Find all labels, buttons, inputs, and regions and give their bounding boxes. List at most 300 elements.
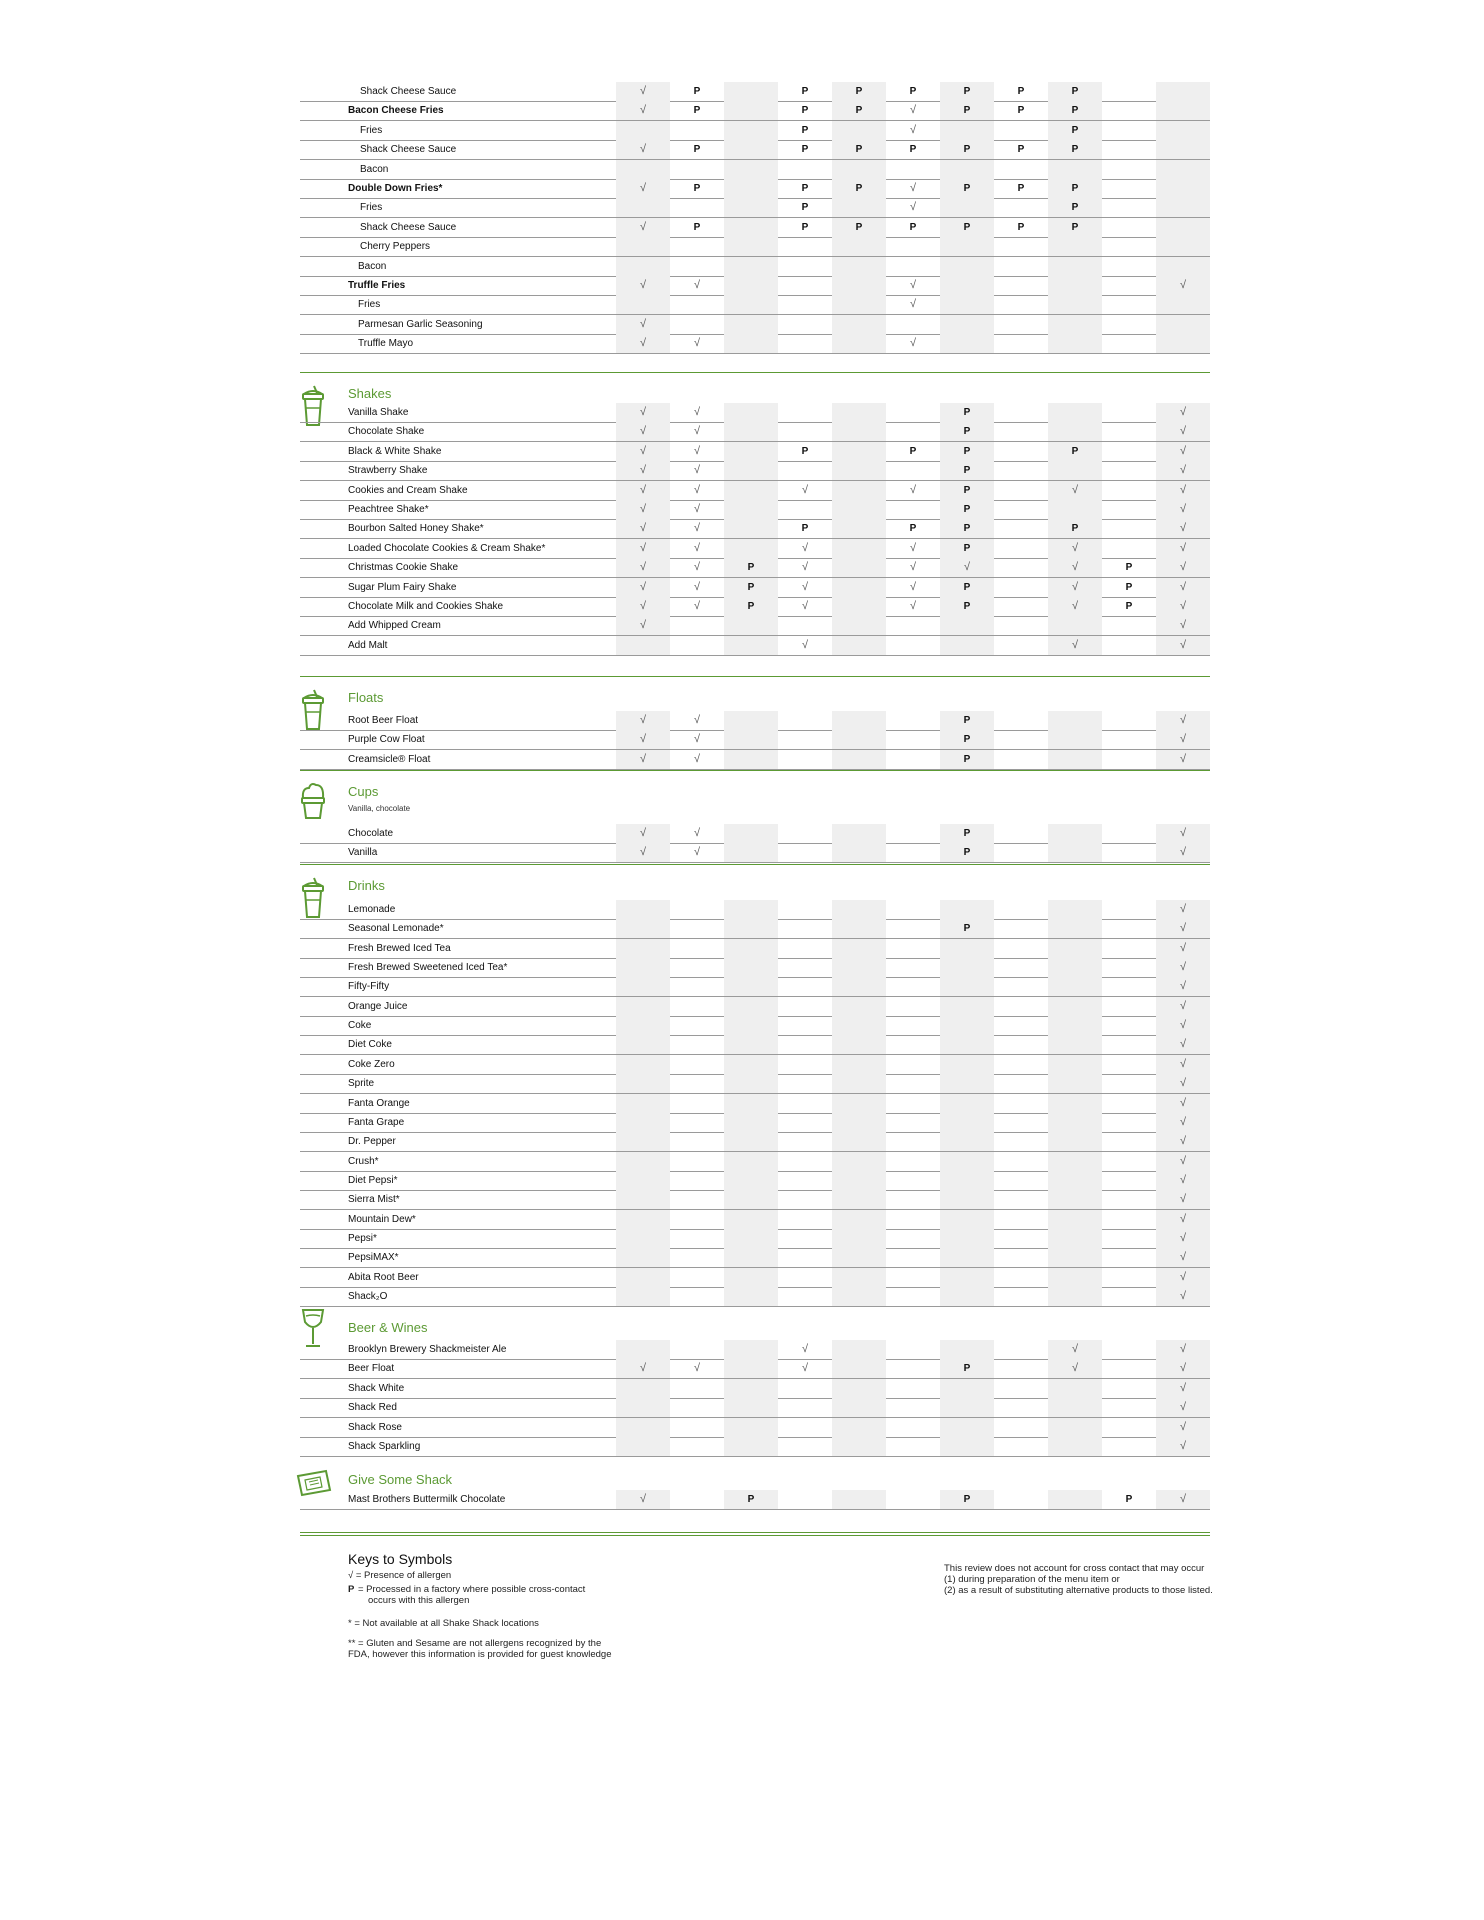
allergen-cell: √ — [1156, 1152, 1210, 1171]
allergen-cell: √ — [1156, 500, 1210, 519]
allergen-cell — [616, 1210, 670, 1229]
item-name: Strawberry Shake — [348, 465, 428, 477]
allergen-cell — [616, 1248, 670, 1267]
allergen-cell — [778, 237, 832, 256]
allergen-cell — [1048, 1094, 1102, 1113]
allergen-cell: P — [940, 101, 994, 120]
allergen-cell — [1156, 121, 1210, 140]
allergen-cell — [1048, 1379, 1102, 1398]
allergen-cell — [832, 997, 886, 1016]
allergen-cell — [1102, 1190, 1156, 1209]
table-row — [300, 843, 1210, 863]
allergen-cell — [940, 616, 994, 635]
allergen-cell — [832, 198, 886, 217]
allergen-cell: √ — [616, 539, 670, 558]
allergen-cell — [940, 1379, 994, 1398]
key-p-marker: P — [348, 1584, 355, 1595]
allergen-cell — [940, 121, 994, 140]
allergen-cell — [940, 1152, 994, 1171]
allergen-cell — [832, 121, 886, 140]
allergen-cell — [940, 1113, 994, 1132]
allergen-cell — [832, 160, 886, 179]
allergen-cell: √ — [909, 600, 917, 612]
allergen-cell — [886, 1094, 940, 1113]
allergen-cell — [994, 958, 1048, 977]
allergen-cell — [724, 843, 778, 862]
allergen-cell: P — [940, 919, 994, 938]
allergen-cell — [886, 1248, 940, 1267]
allergen-cell: P — [724, 1490, 778, 1509]
allergen-cell: √ — [616, 442, 670, 461]
allergen-cell — [886, 730, 940, 749]
allergen-cell — [994, 160, 1048, 179]
allergen-cell: P — [940, 500, 994, 519]
allergen-cell: P — [1017, 144, 1025, 156]
item-name: Peachtree Shake* — [348, 504, 429, 515]
allergen-cell — [1102, 1398, 1156, 1417]
allergen-cell — [1102, 422, 1156, 441]
allergen-cell — [886, 1359, 940, 1378]
allergen-cell — [886, 315, 940, 334]
allergen-cell — [616, 1074, 670, 1093]
allergen-cell: √ — [1156, 578, 1210, 597]
allergen-cell — [724, 977, 778, 996]
allergen-cell: P — [801, 105, 809, 117]
allergen-cell: P — [909, 445, 917, 457]
allergen-cell — [832, 1016, 886, 1035]
allergen-cell: √ — [1156, 711, 1210, 730]
allergen-cell — [778, 1055, 832, 1074]
allergen-cell — [994, 1229, 1048, 1248]
allergen-cell — [616, 939, 670, 958]
allergen-cell: √ — [1156, 276, 1210, 295]
table-row — [300, 198, 1210, 218]
allergen-cell — [1102, 1113, 1156, 1132]
table-row — [300, 334, 1210, 354]
allergen-cell — [778, 257, 832, 276]
disclaimer-line-1: This review does not account for cross contact that may occur — [944, 1563, 1205, 1574]
table-row — [300, 101, 1210, 121]
allergen-cell — [724, 1359, 778, 1378]
item-name: Truffle Mayo — [358, 338, 414, 350]
allergen-cell — [994, 1418, 1048, 1437]
allergen-cell — [1102, 539, 1156, 558]
allergen-cell: √ — [616, 101, 670, 120]
allergen-cell — [994, 1171, 1048, 1190]
allergen-cell — [616, 900, 670, 919]
item-name: Fries — [360, 124, 383, 136]
allergen-cell — [1102, 958, 1156, 977]
allergen-cell — [832, 422, 886, 441]
allergen-cell — [1048, 1490, 1102, 1509]
allergen-cell: P — [940, 539, 994, 558]
allergen-cell — [940, 1248, 994, 1267]
table-row — [300, 519, 1210, 539]
allergen-cell — [778, 977, 832, 996]
allergen-cell — [1156, 295, 1210, 314]
allergen-cell — [1048, 1437, 1102, 1456]
table-row — [300, 597, 1210, 617]
allergen-cell — [1102, 977, 1156, 996]
item-name: Vanilla — [348, 847, 378, 858]
allergen-cell: √ — [1156, 1210, 1210, 1229]
allergen-cell — [886, 1190, 940, 1209]
allergen-cell — [724, 730, 778, 749]
item-name: Chocolate — [348, 828, 394, 839]
allergen-cell — [670, 1490, 724, 1509]
allergen-cell: √ — [693, 827, 701, 839]
item-name: Double Down Fries* — [348, 183, 443, 194]
allergen-cell — [670, 1074, 724, 1093]
allergen-cell — [1102, 711, 1156, 730]
allergen-cell: P — [1125, 581, 1133, 593]
item-name: Coke — [348, 1020, 372, 1032]
key-p-line2: occurs with this allergen — [368, 1595, 470, 1606]
allergen-cell: √ — [616, 711, 670, 730]
allergen-cell — [670, 160, 724, 179]
item-name: Shack Cheese Sauce — [360, 221, 457, 233]
allergen-cell: √ — [616, 597, 670, 616]
allergen-cell: P — [801, 445, 809, 457]
allergen-cell — [940, 997, 994, 1016]
allergen-cell — [940, 295, 994, 314]
allergen-cell — [670, 1132, 724, 1151]
allergen-cell: P — [940, 218, 994, 237]
table-row — [300, 1398, 1210, 1418]
keys-title: Keys to Symbols — [348, 1551, 453, 1567]
allergen-cell — [1102, 198, 1156, 217]
allergen-cell — [1048, 1132, 1102, 1151]
allergen-cell: √ — [616, 558, 670, 577]
table-row — [300, 1359, 1210, 1379]
allergen-cell — [832, 711, 886, 730]
allergen-cell — [832, 578, 886, 597]
allergen-cell — [832, 461, 886, 480]
allergen-cell: P — [693, 144, 701, 156]
allergen-cell — [1048, 900, 1102, 919]
allergen-cell — [994, 1287, 1048, 1306]
allergen-cell — [886, 237, 940, 256]
allergen-cell: P — [724, 558, 778, 577]
allergen-cell — [670, 977, 724, 996]
item-name: Coke Zero — [348, 1058, 395, 1070]
allergen-cell: √ — [1156, 843, 1210, 862]
table-row — [300, 578, 1210, 598]
allergen-cell: √ — [616, 334, 670, 353]
allergen-cell — [940, 1171, 994, 1190]
allergen-cell — [616, 919, 670, 938]
item-name: Black & White Shake — [348, 445, 442, 457]
item-name: Dr. Pepper — [348, 1136, 396, 1148]
allergen-cell — [724, 198, 778, 217]
allergen-cell — [1048, 1418, 1102, 1437]
allergen-cell: P — [693, 86, 701, 97]
allergen-cell — [886, 1437, 940, 1456]
allergen-cell — [940, 1268, 994, 1287]
allergen-cell — [616, 1190, 670, 1209]
allergen-cell: P — [724, 578, 778, 597]
key-star: * = Not available at all Shake Shack locations — [348, 1618, 539, 1629]
key-dstar-1: ** = Gluten and Sesame are not allergens recognized by the — [348, 1638, 602, 1649]
allergen-cell: √ — [1048, 578, 1102, 597]
allergen-cell — [940, 1287, 994, 1306]
allergen-cell — [994, 1094, 1048, 1113]
item-name: Diet Pepsi* — [348, 1174, 398, 1186]
allergen-cell: P — [801, 221, 809, 233]
allergen-cell — [940, 1074, 994, 1093]
item-name: Chocolate Milk and Cookies Shake — [348, 601, 504, 612]
allergen-cell — [616, 257, 670, 276]
allergen-cell — [616, 1340, 670, 1359]
allergen-cell — [940, 276, 994, 295]
allergen-cell: √ — [1156, 1094, 1210, 1113]
allergen-cell — [832, 977, 886, 996]
allergen-cell: √ — [1156, 519, 1210, 538]
allergen-cell — [994, 1437, 1048, 1456]
allergen-cell — [670, 315, 724, 334]
disclaimer-line-2: (1) during preparation of the menu item or — [944, 1574, 1120, 1585]
allergen-cell — [1048, 919, 1102, 938]
allergen-cell — [832, 519, 886, 538]
table-row — [300, 461, 1210, 481]
allergen-cell — [778, 997, 832, 1016]
allergen-cell: P — [1048, 519, 1102, 538]
allergen-cell — [886, 1132, 940, 1151]
allergen-cell — [832, 403, 886, 422]
allergen-cell: √ — [1048, 539, 1102, 558]
allergen-cell — [1048, 1210, 1102, 1229]
allergen-cell: √ — [616, 578, 670, 597]
table-row — [300, 730, 1210, 750]
allergen-cell: P — [909, 221, 917, 233]
key-dstar-2: FDA, however this information is provided for guest knowledge — [348, 1649, 612, 1660]
allergen-cell — [994, 403, 1048, 422]
allergen-cell — [994, 500, 1048, 519]
allergen-cell — [832, 295, 886, 314]
table-row — [300, 824, 1210, 844]
allergen-cell — [778, 1016, 832, 1035]
allergen-cell — [670, 1190, 724, 1209]
allergen-cell — [832, 597, 886, 616]
allergen-cell: √ — [801, 541, 809, 554]
allergen-cell: √ — [1048, 636, 1102, 655]
table-row — [300, 1229, 1210, 1249]
table-row — [300, 1190, 1210, 1210]
allergen-cell — [886, 1113, 940, 1132]
allergen-cell — [1102, 1055, 1156, 1074]
allergen-cell — [778, 1418, 832, 1437]
allergen-cell — [940, 1437, 994, 1456]
allergen-cell — [1102, 101, 1156, 120]
allergen-cell — [1102, 900, 1156, 919]
allergen-cell: √ — [1156, 1113, 1210, 1132]
allergen-cell — [940, 636, 994, 655]
table-row — [300, 539, 1210, 559]
allergen-cell — [724, 1171, 778, 1190]
item-name: Cherry Peppers — [360, 241, 431, 253]
allergen-cell: √ — [1156, 1055, 1210, 1074]
allergen-cell — [1102, 481, 1156, 500]
allergen-cell — [1102, 1418, 1156, 1437]
table-row — [300, 1210, 1210, 1230]
item-name: Sugar Plum Fairy Shake — [348, 581, 457, 593]
allergen-cell — [994, 481, 1048, 500]
allergen-cell — [1048, 711, 1102, 730]
allergen-cell — [616, 1094, 670, 1113]
allergen-cell — [1048, 461, 1102, 480]
allergen-cell: √ — [616, 843, 670, 862]
allergen-cell — [670, 1171, 724, 1190]
allergen-cell — [1102, 1132, 1156, 1151]
allergen-cell — [1102, 442, 1156, 461]
allergen-cell — [724, 1398, 778, 1417]
allergen-cell — [1156, 334, 1210, 353]
allergen-cell — [1048, 1248, 1102, 1267]
allergen-cell — [670, 121, 724, 140]
allergen-cell — [1102, 1340, 1156, 1359]
allergen-cell — [994, 1132, 1048, 1151]
allergen-cell — [832, 1437, 886, 1456]
allergen-cell — [778, 1379, 832, 1398]
allergen-cell: √ — [909, 123, 917, 136]
allergen-cell — [832, 1113, 886, 1132]
allergen-cell: P — [801, 183, 809, 194]
allergen-cell — [994, 295, 1048, 314]
allergen-cell — [886, 997, 940, 1016]
allergen-cell — [940, 198, 994, 217]
allergen-cell — [994, 276, 1048, 295]
allergen-cell — [778, 711, 832, 730]
allergen-cell — [724, 711, 778, 730]
allergen-cell: √ — [1156, 919, 1210, 938]
allergen-cell: √ — [940, 558, 994, 577]
item-name: Add Whipped Cream — [348, 620, 441, 632]
item-name: Shack White — [348, 1382, 405, 1394]
allergen-cell — [886, 616, 940, 635]
allergen-cell: √ — [616, 276, 670, 295]
allergen-cell — [1048, 315, 1102, 334]
allergen-cell: √ — [1048, 1340, 1102, 1359]
allergen-cell — [670, 1379, 724, 1398]
allergen-cell — [724, 919, 778, 938]
allergen-cell — [724, 334, 778, 353]
allergen-cell — [940, 977, 994, 996]
allergen-cell — [778, 1190, 832, 1209]
allergen-cell — [670, 1035, 724, 1054]
allergen-cell — [832, 442, 886, 461]
allergen-cell — [1102, 500, 1156, 519]
allergen-cell — [724, 315, 778, 334]
allergen-cell — [994, 843, 1048, 862]
allergen-cell — [724, 422, 778, 441]
allergen-cell: √ — [801, 638, 809, 651]
allergen-cell — [724, 121, 778, 140]
allergen-cell: √ — [1156, 1171, 1210, 1190]
allergen-cell: P — [832, 218, 886, 237]
allergen-cell — [1102, 1268, 1156, 1287]
allergen-cell — [778, 1035, 832, 1054]
allergen-cell — [778, 616, 832, 635]
allergen-cell — [994, 616, 1048, 635]
allergen-cell: P — [693, 183, 701, 194]
allergen-cell — [1102, 1437, 1156, 1456]
allergen-cell — [724, 539, 778, 558]
allergen-cell — [1102, 1094, 1156, 1113]
allergen-cell — [778, 843, 832, 862]
allergen-cell: √ — [1048, 597, 1102, 616]
allergen-cell — [724, 997, 778, 1016]
allergen-cell — [886, 1418, 940, 1437]
allergen-cell: √ — [1048, 1359, 1102, 1378]
allergen-cell — [1102, 939, 1156, 958]
item-name: Christmas Cookie Shake — [348, 562, 459, 574]
frozen-custard-cup-icon — [298, 780, 328, 824]
allergen-cell: P — [1048, 82, 1102, 101]
allergen-cell: P — [1125, 601, 1133, 612]
allergen-cell — [886, 1055, 940, 1074]
allergen-cell — [724, 958, 778, 977]
allergen-cell — [1102, 218, 1156, 237]
allergen-cell — [724, 500, 778, 519]
allergen-cell — [994, 597, 1048, 616]
disclaimer-line-3: (2) as a result of substituting alternative products to those listed. — [944, 1585, 1213, 1596]
allergen-cell — [832, 539, 886, 558]
allergen-cell — [832, 257, 886, 276]
allergen-cell — [1102, 750, 1156, 769]
allergen-cell — [886, 750, 940, 769]
key-check: √ = Presence of allergen — [348, 1570, 452, 1581]
allergen-cell: P — [1017, 183, 1025, 194]
allergen-cell — [886, 1379, 940, 1398]
allergen-cell: √ — [693, 561, 701, 574]
item-name: Fries — [360, 202, 383, 214]
allergen-cell — [1156, 140, 1210, 159]
allergen-cell — [670, 997, 724, 1016]
allergen-cell: P — [1017, 86, 1025, 97]
item-name: Bacon — [360, 163, 389, 175]
allergen-cell: P — [940, 597, 994, 616]
allergen-cell — [724, 1379, 778, 1398]
item-name: Shack Red — [348, 1402, 397, 1414]
allergen-cell — [616, 1287, 670, 1306]
allergen-cell — [724, 1055, 778, 1074]
allergen-cell: √ — [801, 1343, 809, 1355]
allergen-cell — [832, 558, 886, 577]
allergen-cell — [1102, 315, 1156, 334]
allergen-cell — [886, 1152, 940, 1171]
allergen-cell — [670, 958, 724, 977]
allergen-cell: √ — [1156, 750, 1210, 769]
allergen-cell: √ — [909, 298, 917, 311]
allergen-cell — [994, 442, 1048, 461]
allergen-cell: √ — [1156, 1016, 1210, 1035]
allergen-cell — [724, 1132, 778, 1151]
allergen-cell: P — [1017, 105, 1025, 117]
allergen-cell — [1048, 824, 1102, 843]
allergen-cell: √ — [801, 600, 809, 612]
allergen-cell: √ — [693, 714, 701, 726]
allergen-cell — [778, 334, 832, 353]
allergen-cell — [1102, 160, 1156, 179]
allergen-cell — [886, 1490, 940, 1509]
allergen-cell: √ — [1156, 1418, 1210, 1437]
allergen-cell: √ — [693, 279, 701, 291]
allergen-cell — [778, 1152, 832, 1171]
allergen-cell: √ — [1156, 997, 1210, 1016]
item-name: Parmesan Garlic Seasoning — [358, 318, 483, 330]
allergen-cell — [778, 1132, 832, 1151]
allergen-cell — [778, 939, 832, 958]
